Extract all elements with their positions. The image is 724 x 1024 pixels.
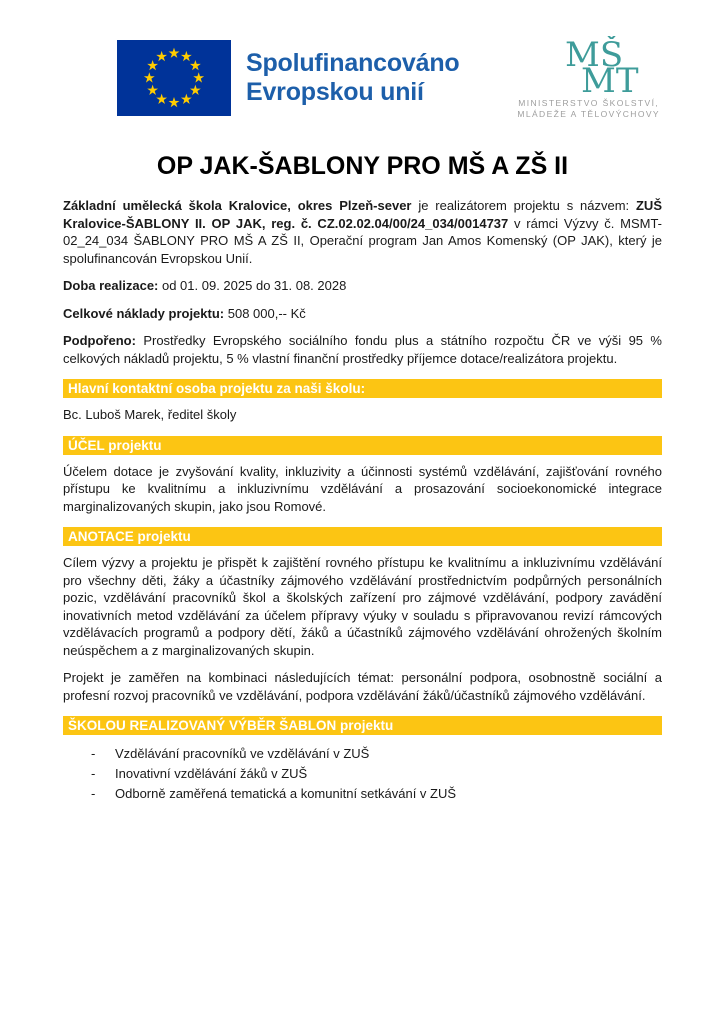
list-item <box>63 764 662 784</box>
msmt-caption-line2: MLÁDEŽE A TĚLOVÝCHOVY <box>517 108 660 119</box>
fact-podporeno <box>63 332 662 367</box>
msmt-caption-line1: MINISTERSTVO ŠKOLSTVÍ, <box>518 98 660 108</box>
sablony-bullet-list <box>63 744 662 804</box>
section-header-sablony <box>63 716 662 735</box>
eu-text-line1: Spolufinancováno <box>246 48 460 77</box>
intro-bold-project: ZUŠ Kralovice-ŠABLONY II. OP JAK, reg. č. CZ.02.02.04/00/24_034/0014737 <box>63 198 662 231</box>
fact-podporeno-value: Prostředky Evropského sociálního fondu plus a státního rozpočtu ČR ve výši 95 % celkových nákladů projektu, 5 % vlastní finanční prostředky příjemce dotace/realizátora projektu. <box>63 333 662 366</box>
list-item <box>63 784 662 804</box>
anotace-paragraph-2: Projekt je zaměřen na kombinaci následujících témat: personální podpora, osobnostně sociální a profesní rozvoj pracovníků ve vzdělávání, podpora vzdělávání žáků/účastníků zájmového vzdělávání. <box>63 670 662 703</box>
fact-doba-value: od 01. 09. 2025 do 31. 08. 2028 <box>158 278 347 293</box>
svg-text:MŠ: MŠ <box>564 36 623 75</box>
section-header-anotace <box>63 527 662 546</box>
fact-podporeno-label: Podpořeno: <box>63 333 136 348</box>
bullet-dash-icon: - <box>91 786 96 801</box>
list-item-text: Odborně zaměřená tematická a komunitní setkávání v ZUŠ <box>115 786 457 801</box>
msmt-caption <box>517 98 660 119</box>
svg-text:MT: MT <box>580 61 639 98</box>
msmt-logo <box>517 36 660 119</box>
fact-naklady-value: 508 000,-- Kč <box>224 305 306 321</box>
fact-naklady-label: Celkové náklady projektu: <box>63 305 225 321</box>
eu-text-line2: Evropskou unií <box>246 78 424 106</box>
fact-naklady <box>63 305 662 323</box>
fact-doba-label: Doba realizace: <box>63 278 159 293</box>
list-item <box>63 744 662 764</box>
intro-bold-school: Základní umělecká škola Kralovice, okres Plzeň-sever <box>63 198 412 213</box>
list-item-text: Inovativní vzdělávání žáků v ZUŠ <box>115 766 308 781</box>
msmt-monogram-icon <box>539 36 639 98</box>
intro-regular-1: je realizátorem projektu s názvem: <box>411 198 636 213</box>
bullet-dash-icon: - <box>91 746 96 761</box>
eu-cofunded-text <box>246 49 459 108</box>
intro-regular-2: v rámci Výzvy č. MSMT- 02_24_034 ŠABLONY PRO MŠ A ZŠ II, Operační program Jan Amos Komenský (OP JAK), který je spolufinancován Evropskou Unií. <box>63 215 663 266</box>
page-title: OP JAK-ŠABLONY PRO MŠ A ZŠ II <box>156 152 569 180</box>
document-body <box>63 197 662 804</box>
header <box>63 36 662 126</box>
bullet-dash-icon: - <box>91 766 96 781</box>
section-header-sablony-label: ŠKOLOU REALIZOVANÝ VÝBĚR ŠABLON projektu <box>68 718 394 733</box>
eu-flag-icon <box>117 40 231 116</box>
contact-person: Bc. Luboš Marek, ředitel školy <box>63 407 237 422</box>
section-header-kontakt <box>63 379 662 398</box>
section-header-ucel <box>63 436 662 455</box>
section-header-ucel-label: ÚČEL projektu <box>68 437 162 453</box>
fact-doba-realizace <box>63 277 662 295</box>
ucel-paragraph: Účelem dotace je zvyšování kvality, inkluzivity a účinnosti systémů vzdělávání, zajišťování rovného přístupu ke kvalitnímu a inkluzivnímu vzdělávání a prosazování socioekonomické integrace marginalizovaných skupin, jako jsou Romové. <box>63 463 662 514</box>
anotace-paragraph-1: Cílem výzvy a projektu je přispět k zajištění rovného přístupu ke kvalitnímu a inkluzivnímu vzdělávání pro všechny děti, žáky a účastníky zájmového vzdělávání prostřednictvím podpůrných personálních pozic, vzdělávání pracovníků škol a školských zařízení pro zájmové vzdělávání, podpory zavádění inovativních metod vzdělávání za účelem přípravy výuky v souladu s připravovanou revizí rámcových vzdělávacích programů a podpory dětí, žáků a účastníků zájmového vzdělávání ohrožených školním neúspěchem a z marginalizovaných skupin. <box>63 555 662 658</box>
section-header-anotace-label: ANOTACE projektu <box>68 529 191 544</box>
section-header-kontakt-label: Hlavní kontaktní osoba projektu za naši školu: <box>68 381 366 396</box>
eu-cofunded-logo <box>117 40 459 116</box>
list-item-text: Vzdělávání pracovníků ve vzdělávání v ZUŠ <box>115 746 370 761</box>
intro-paragraph <box>63 197 662 267</box>
